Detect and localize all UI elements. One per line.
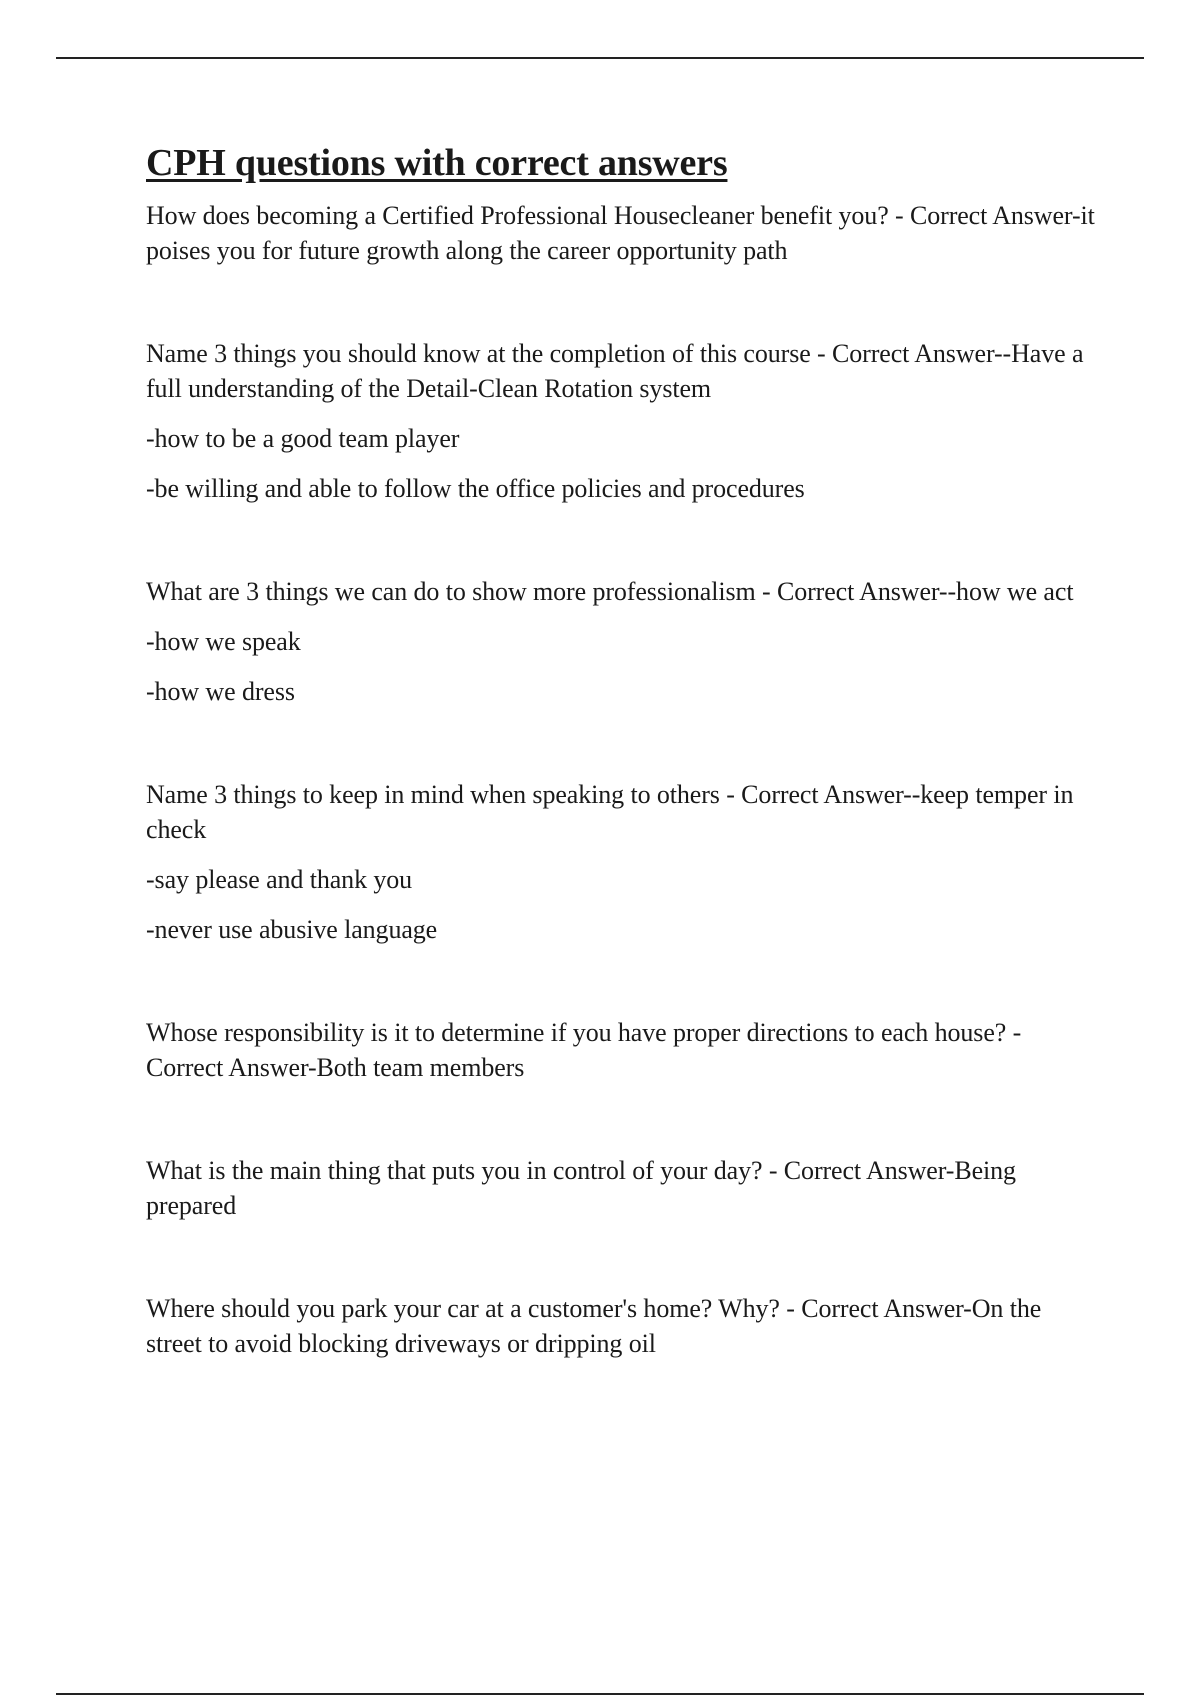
qa-item [146,574,1096,709]
answer-line: -be willing and able to follow the office policies and procedures [146,473,805,503]
qa-text: Whose responsibility is it to determine if you have proper directions to each house? - Correct Answer-Both team members [146,1017,1022,1082]
qa-text: Where should you park your car at a customer's home? Why? - Correct Answer-On the street to avoid blocking driveways or dripping oil [146,1293,1042,1358]
qa-item [146,336,1096,506]
qa-text: What are 3 things we can do to show more professionalism - Correct Answer--how we act [146,576,1074,606]
qa-text: Name 3 things you should know at the completion of this course - Correct Answer--Have a full understanding of the Detail-Clean Rotation system [146,338,1084,403]
document-body [146,140,1096,1429]
answer-line: -how to be a good team player [146,423,460,453]
qa-text: Name 3 things to keep in mind when speaking to others - Correct Answer--keep temper in check [146,779,1074,844]
header-rule [56,57,1144,59]
answer-line: -how we speak [146,626,301,656]
qa-item [146,1153,1096,1223]
qa-text: What is the main thing that puts you in control of your day? - Correct Answer-Being prepared [146,1155,1016,1220]
qa-item [146,1015,1096,1085]
document-title: CPH questions with correct answers [146,142,728,184]
answer-line: -say please and thank you [146,864,413,894]
qa-item [146,198,1096,268]
answer-line: -never use abusive language [146,914,438,944]
answer-line: -how we dress [146,676,295,706]
qa-item [146,1291,1096,1361]
qa-item [146,777,1096,947]
qa-text: How does becoming a Certified Professional Housecleaner benefit you? - Correct Answer-it poises you for future growth along the career opportunity path [146,200,1095,265]
footer-rule [56,1693,1144,1695]
